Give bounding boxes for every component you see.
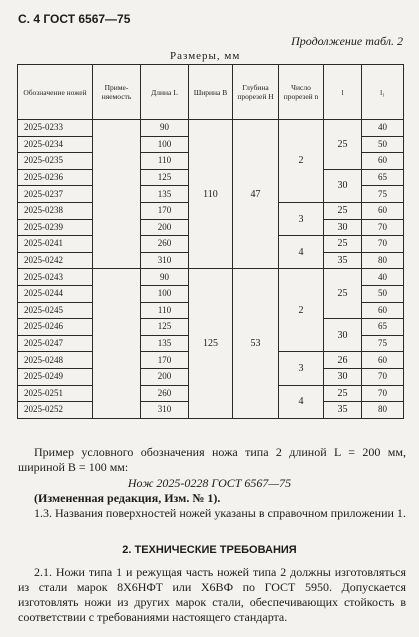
l-cell: 35	[324, 402, 362, 419]
l-cell: 30	[324, 368, 362, 385]
designation-sample: Нож 2025-0228 ГОСТ 6567—75	[127, 476, 292, 490]
l1-cell: 60	[362, 352, 404, 369]
knife-code: 2025-0243	[18, 269, 93, 286]
length-cell: 90	[141, 120, 189, 137]
l1-cell: 70	[362, 219, 404, 236]
knife-code: 2025-0237	[18, 186, 93, 203]
l1-cell: 50	[362, 136, 404, 153]
table-row	[18, 120, 404, 137]
header-length: Длина L	[141, 65, 189, 120]
l1-cell: 70	[362, 368, 404, 385]
l1-cell: 60	[362, 153, 404, 170]
length-cell: 310	[141, 252, 189, 269]
l-cell: 30	[324, 319, 362, 352]
page-header: С. 4 ГОСТ 6567—75	[18, 12, 131, 26]
l1-cell: 60	[362, 202, 404, 219]
l-cell: 30	[324, 219, 362, 236]
knife-code: 2025-0252	[18, 402, 93, 419]
width-cell: 110	[189, 120, 233, 269]
header-l: l	[324, 65, 362, 120]
knife-code: 2025-0249	[18, 368, 93, 385]
knife-code: 2025-0248	[18, 352, 93, 369]
knife-code: 2025-0251	[18, 385, 93, 402]
applicability-cell	[93, 136, 141, 153]
l1-cell: 80	[362, 252, 404, 269]
slot-count-cell: 2	[279, 120, 324, 203]
length-cell: 110	[141, 302, 189, 319]
applicability-cell	[93, 368, 141, 385]
l-cell: 25	[324, 269, 362, 319]
header-slot-count: Число прорезей n	[279, 65, 324, 120]
length-cell: 260	[141, 236, 189, 253]
knife-code: 2025-0238	[18, 202, 93, 219]
applicability-cell	[93, 402, 141, 419]
header-l1: l₁	[362, 65, 404, 120]
l-cell: 25	[324, 120, 362, 170]
l-cell: 25	[324, 202, 362, 219]
section-title: 2. ТЕХНИЧЕСКИЕ ТРЕБОВАНИЯ	[122, 544, 297, 556]
length-cell: 90	[141, 269, 189, 286]
length-cell: 135	[141, 335, 189, 352]
applicability-cell	[93, 153, 141, 170]
length-cell: 170	[141, 202, 189, 219]
applicability-cell	[93, 335, 141, 352]
slot-depth-cell: 53	[233, 269, 279, 418]
amendment-note: (Измененная редакция, Изм. № 1).	[34, 491, 221, 505]
l1-cell: 65	[362, 319, 404, 336]
designation-example: Пример условного обозначения ножа типа 2 длиной L = 200 мм, шириной B = 100 мм:	[18, 445, 406, 474]
applicability-cell	[93, 352, 141, 369]
knife-code: 2025-0246	[18, 319, 93, 336]
l-cell: 30	[324, 169, 362, 202]
header-width: Ширина B	[189, 65, 233, 120]
applicability-cell	[93, 302, 141, 319]
applicability-cell	[93, 120, 141, 137]
length-cell: 260	[141, 385, 189, 402]
knife-code: 2025-0235	[18, 153, 93, 170]
length-cell: 110	[141, 153, 189, 170]
applicability-cell	[93, 269, 141, 286]
applicability-cell	[93, 319, 141, 336]
knife-code: 2025-0244	[18, 285, 93, 302]
length-cell: 100	[141, 136, 189, 153]
applicability-cell	[93, 285, 141, 302]
header-designation: Обозначение ножей	[18, 65, 93, 120]
knife-code: 2025-0241	[18, 236, 93, 253]
slot-count-cell: 3	[279, 202, 324, 235]
length-cell: 100	[141, 285, 189, 302]
l1-cell: 40	[362, 269, 404, 286]
l1-cell: 40	[362, 120, 404, 137]
applicability-cell	[93, 169, 141, 186]
l1-cell: 75	[362, 335, 404, 352]
applicability-cell	[93, 202, 141, 219]
applicability-cell	[93, 252, 141, 269]
length-cell: 200	[141, 219, 189, 236]
table-row	[18, 269, 404, 286]
l1-cell: 70	[362, 385, 404, 402]
l-cell: 25	[324, 385, 362, 402]
slot-count-cell: 2	[279, 269, 324, 352]
slot-depth-cell: 47	[233, 120, 279, 269]
slot-count-cell: 3	[279, 352, 324, 385]
table-continuation-label: Продолжение табл. 2	[291, 34, 403, 48]
l-cell: 35	[324, 252, 362, 269]
knife-code: 2025-0245	[18, 302, 93, 319]
width-cell: 125	[189, 269, 233, 418]
l-cell: 26	[324, 352, 362, 369]
length-cell: 200	[141, 368, 189, 385]
slot-count-cell: 4	[279, 385, 324, 418]
knife-code: 2025-0236	[18, 169, 93, 186]
knife-code: 2025-0239	[18, 219, 93, 236]
knife-code: 2025-0233	[18, 120, 93, 137]
knife-code: 2025-0247	[18, 335, 93, 352]
applicability-cell	[93, 219, 141, 236]
knife-dimensions-table	[17, 64, 404, 419]
paragraph-1-3: 1.3. Названия поверхностей ножей указаны в справочном приложении 1.	[34, 506, 406, 520]
length-cell: 170	[141, 352, 189, 369]
length-cell: 125	[141, 319, 189, 336]
l1-cell: 70	[362, 236, 404, 253]
paragraph-2-1: 2.1. Ножи типа 1 и режущая часть ножей типа 2 должны изготовляться из стали марок 8Х6НФТ или Х6ВФ по ГОСТ 5950. Допускается изготовлять ножи из других марок стали, обеспечивающих стойкость в соответствии с требованиями настоящего стандарта.	[18, 565, 406, 624]
l1-cell: 60	[362, 302, 404, 319]
knife-code: 2025-0242	[18, 252, 93, 269]
knife-code: 2025-0234	[18, 136, 93, 153]
length-cell: 310	[141, 402, 189, 419]
applicability-cell	[93, 236, 141, 253]
l1-cell: 50	[362, 285, 404, 302]
l1-cell: 80	[362, 402, 404, 419]
slot-count-cell: 4	[279, 236, 324, 269]
header-applicability: Приме-няемость	[93, 65, 141, 120]
length-cell: 125	[141, 169, 189, 186]
applicability-cell	[93, 385, 141, 402]
l1-cell: 75	[362, 186, 404, 203]
length-cell: 135	[141, 186, 189, 203]
applicability-cell	[93, 186, 141, 203]
l1-cell: 65	[362, 169, 404, 186]
sizes-caption: Размеры, мм	[170, 50, 241, 62]
header-slot-depth: Глубина прорезей H	[233, 65, 279, 120]
l-cell: 25	[324, 236, 362, 253]
